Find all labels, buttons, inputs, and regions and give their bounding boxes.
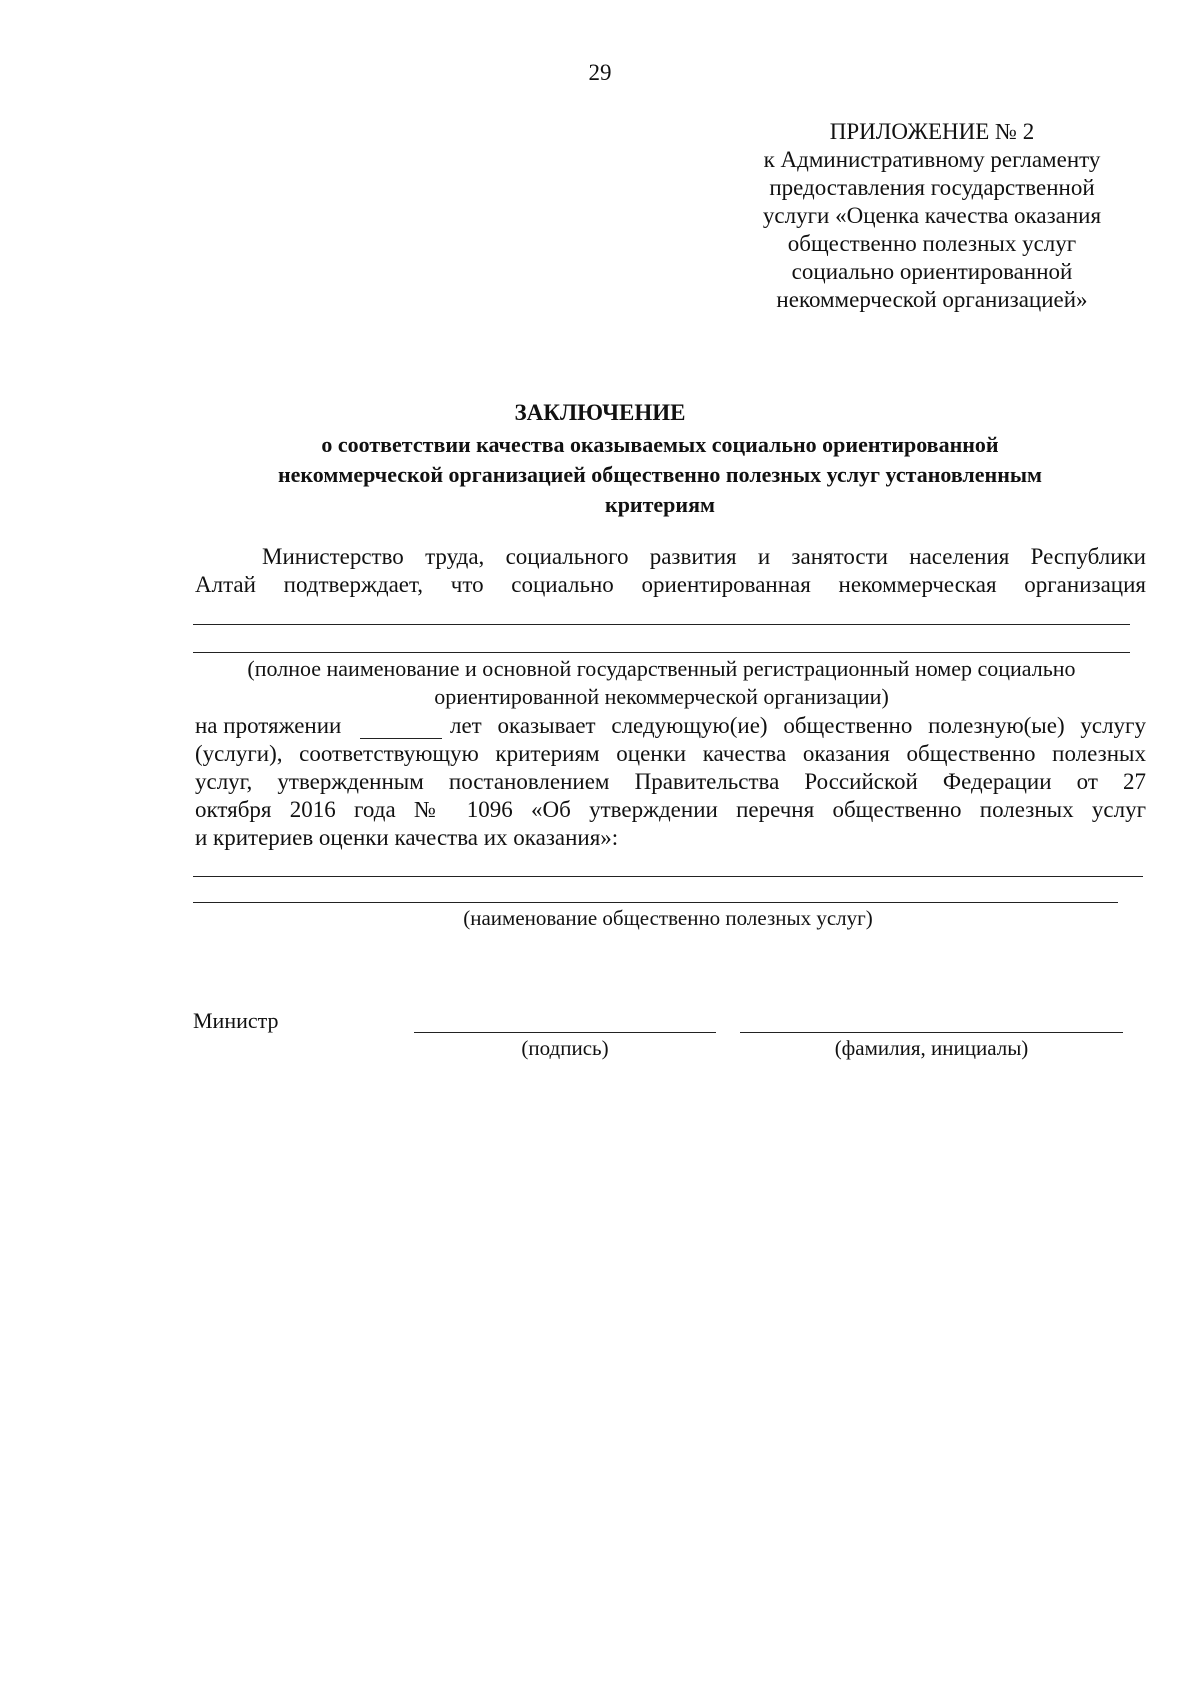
- org-caption-line-2: ориентированной некоммерческой организации): [434, 684, 889, 709]
- years-blank-line[interactable]: [360, 738, 442, 739]
- intro-line-1: Министерство труда, социального развития и занятости населения Республики: [262, 544, 1146, 569]
- org-name-blank-line-1[interactable]: [193, 624, 1130, 625]
- services-line-4: октября 2016 года № 1096 «Об утверждении перечня общественно полезных услуг: [195, 797, 1146, 822]
- intro-line-2: Алтай подтверждает, что социально ориентированная некоммерческая организация: [195, 572, 1146, 597]
- document-subtitle: [160, 430, 1160, 520]
- document-title: ЗАКЛЮЧЕНИЕ: [514, 400, 686, 425]
- services-line-1-prefix: на протяжении: [195, 713, 342, 738]
- services-line-3: услуг, утвержденным постановлением Правительства Российской Федерации от 27: [195, 769, 1146, 794]
- appendix-line: ПРИЛОЖЕНИЕ № 2: [829, 119, 1035, 144]
- org-name-blank-line-2[interactable]: [193, 652, 1130, 653]
- name-caption: (фамилия, инициалы): [834, 1036, 1029, 1060]
- services-line-2: (услуги), соответствующую критериям оценки качества оказания общественно полезных: [195, 741, 1146, 766]
- services-caption: (наименование общественно полезных услуг): [463, 906, 873, 930]
- services-blank-line-1[interactable]: [193, 876, 1143, 877]
- appendix-line: предоставления государственной: [769, 175, 1095, 200]
- appendix-line: некоммерческой организацией»: [776, 287, 1088, 312]
- appendix-line: услуги «Оценка качества оказания: [762, 203, 1102, 228]
- subtitle-line: критериям: [605, 492, 715, 517]
- name-blank-line[interactable]: [740, 1032, 1123, 1033]
- page-number: 29: [588, 60, 612, 85]
- services-blank-line-2[interactable]: [193, 902, 1118, 903]
- appendix-line: общественно полезных услуг: [787, 231, 1077, 256]
- appendix-block: [700, 118, 1164, 314]
- subtitle-line: некоммерческой организацией общественно полезных услуг установленным: [277, 462, 1043, 487]
- services-line-5: и критериев оценки качества их оказания»:: [195, 825, 619, 850]
- org-caption-line-1: (полное наименование и основной государственный регистрационный номер социально: [247, 656, 1076, 681]
- signature-blank-line[interactable]: [414, 1032, 716, 1033]
- signature-caption: (подпись): [521, 1036, 609, 1060]
- subtitle-line: о соответствии качества оказываемых социально ориентированной: [321, 432, 999, 457]
- services-line-1-suffix: лет оказывает следующую(ие) общественно полезную(ые) услугу: [450, 713, 1146, 738]
- appendix-line: социально ориентированной: [791, 259, 1073, 284]
- appendix-line: к Административному регламенту: [763, 147, 1101, 172]
- signatory-role: Министр: [193, 1008, 279, 1033]
